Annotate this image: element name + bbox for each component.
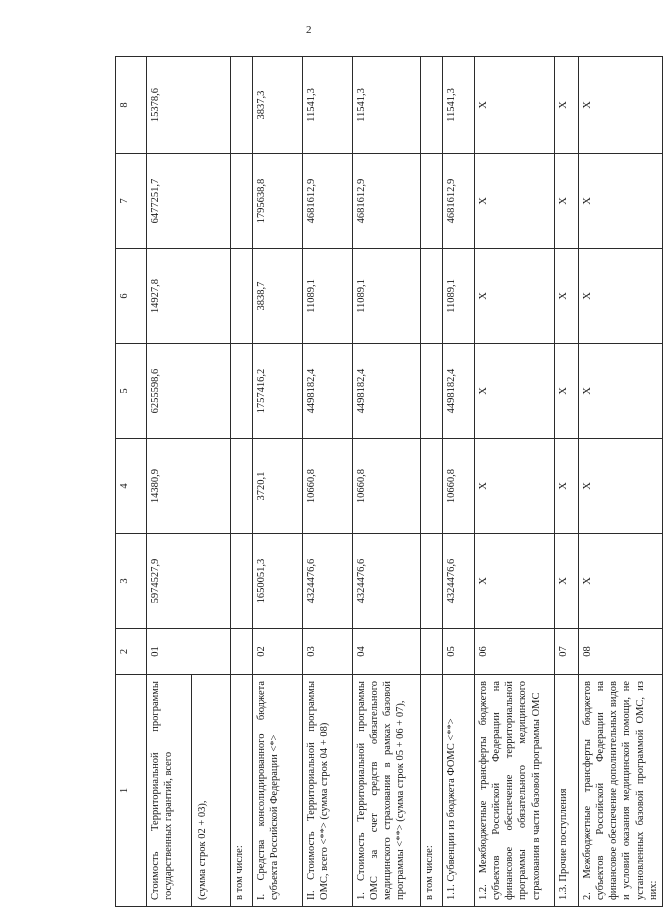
value-cell: 11089,1 [353, 249, 421, 344]
value-cell [421, 154, 443, 249]
table-header-row [116, 57, 147, 907]
row-code: 02 [253, 629, 303, 675]
table-row [475, 57, 555, 907]
row-code: 05 [443, 629, 475, 675]
row-label: 1.2. Межбюджетные трансферты бюджетов субъектов Российской Федерации на финансовое обеспечение территориальной программы обязательного медицинского страхования в части базовой программы ОМС [475, 675, 555, 907]
value-cell: 10660,8 [443, 439, 475, 534]
row-label: I. Средства консолидированного бюджета субъекта Российской Федерации <*> [253, 675, 303, 907]
value-cell [231, 439, 253, 534]
value-cell: 3720,1 [253, 439, 303, 534]
value-cell: 11541,3 [443, 57, 475, 154]
value-cell [421, 344, 443, 439]
value-cell: 4681612,9 [303, 154, 353, 249]
value-cell: Х [579, 154, 663, 249]
row-sublabel: (сумма строк 02 + 03), [197, 800, 208, 900]
table-row [353, 57, 421, 907]
value-cell: Х [579, 57, 663, 154]
row-label: Стоимость Территориальной программы государственных гарантий, всего [147, 675, 192, 906]
value-cell: 4324476,6 [443, 534, 475, 629]
value-cell: Х [555, 249, 579, 344]
value-cell: 3837,3 [253, 57, 303, 154]
row-code: 01 [147, 629, 231, 675]
header-cell: 1 [116, 675, 147, 907]
value-cell: Х [555, 57, 579, 154]
value-cell: 11541,3 [303, 57, 353, 154]
value-cell: 4324476,6 [303, 534, 353, 629]
header-cell: 2 [116, 629, 147, 675]
value-cell [231, 534, 253, 629]
header-cell: 4 [116, 439, 147, 534]
value-cell: 6477251,7 [147, 154, 231, 249]
value-cell: 4498182,4 [443, 344, 475, 439]
value-cell: Х [579, 534, 663, 629]
value-cell [421, 249, 443, 344]
value-cell: 3838,7 [253, 249, 303, 344]
row-label-cell [147, 675, 231, 907]
value-cell: 1757416,2 [253, 344, 303, 439]
value-cell: 14380,9 [147, 439, 231, 534]
value-cell: 5974527,9 [147, 534, 231, 629]
value-cell: 10660,8 [353, 439, 421, 534]
row-label: в том числе: [231, 675, 253, 907]
value-cell [231, 344, 253, 439]
value-cell: 4498182,4 [353, 344, 421, 439]
table-row [443, 57, 475, 907]
row-label: II. Стоимость Территориальной программы ОМС, всего <**> (сумма строк 04 + 08) [303, 675, 353, 907]
value-cell: 11541,3 [353, 57, 421, 154]
value-cell [421, 439, 443, 534]
value-cell: Х [579, 439, 663, 534]
row-code: 07 [555, 629, 579, 675]
value-cell [231, 154, 253, 249]
value-cell: 1795638,8 [253, 154, 303, 249]
page-number: 2 [306, 24, 312, 36]
value-cell [231, 249, 253, 344]
value-cell: 11089,1 [443, 249, 475, 344]
value-cell: Х [475, 534, 555, 629]
table-row [421, 57, 443, 907]
rotated-table-container [115, 57, 659, 907]
value-cell: Х [579, 344, 663, 439]
value-cell: 14927,8 [147, 249, 231, 344]
row-code: 03 [303, 629, 353, 675]
row-code: 08 [579, 629, 663, 675]
row-code: 04 [353, 629, 421, 675]
value-cell: 4498182,4 [303, 344, 353, 439]
financing-table [115, 56, 663, 907]
value-cell: Х [555, 534, 579, 629]
value-cell: Х [475, 249, 555, 344]
value-cell: 10660,8 [303, 439, 353, 534]
table-row [231, 57, 253, 907]
value-cell [421, 534, 443, 629]
value-cell: Х [579, 249, 663, 344]
row-label: 1. Стоимость Территориальной программы ОМС за счет средств обязательного медицинского страхования в рамках базовой программы <**> (сумма строк 05 + 06 + 07), [353, 675, 421, 907]
table-row [303, 57, 353, 907]
header-cell: 7 [116, 154, 147, 249]
header-cell: 3 [116, 534, 147, 629]
value-cell: Х [475, 154, 555, 249]
value-cell: 4681612,9 [443, 154, 475, 249]
value-cell: 11089,1 [303, 249, 353, 344]
value-cell [231, 57, 253, 154]
value-cell: Х [555, 154, 579, 249]
header-cell: 8 [116, 57, 147, 154]
value-cell: 6255598,6 [147, 344, 231, 439]
header-cell: 6 [116, 249, 147, 344]
value-cell: 15378,6 [147, 57, 231, 154]
table-row [253, 57, 303, 907]
value-cell: 1650051,3 [253, 534, 303, 629]
row-label: 2. Межбюджетные трансферты бюджетов субъектов Российской Федерации на финансовое обеспечение дополнительных видов и условий оказания медицинской помощи, не установленных базовой программой ОМС, из них: [579, 675, 663, 907]
value-cell [421, 57, 443, 154]
value-cell: Х [475, 439, 555, 534]
table-row [579, 57, 663, 907]
value-cell: 4681612,9 [353, 154, 421, 249]
value-cell: Х [475, 57, 555, 154]
value-cell: Х [555, 439, 579, 534]
row-label: 1.1. Субвенции из бюджета ФОМС <**> [443, 675, 475, 907]
row-label: в том числе: [421, 675, 443, 907]
value-cell: Х [555, 344, 579, 439]
header-cell: 5 [116, 344, 147, 439]
row-code: 06 [475, 629, 555, 675]
row-code [421, 629, 443, 675]
row-label: 1.3. Прочие поступления [555, 675, 579, 907]
table-row [555, 57, 579, 907]
value-cell: Х [475, 344, 555, 439]
table-row [147, 57, 231, 907]
row-code [231, 629, 253, 675]
value-cell: 4324476,6 [353, 534, 421, 629]
